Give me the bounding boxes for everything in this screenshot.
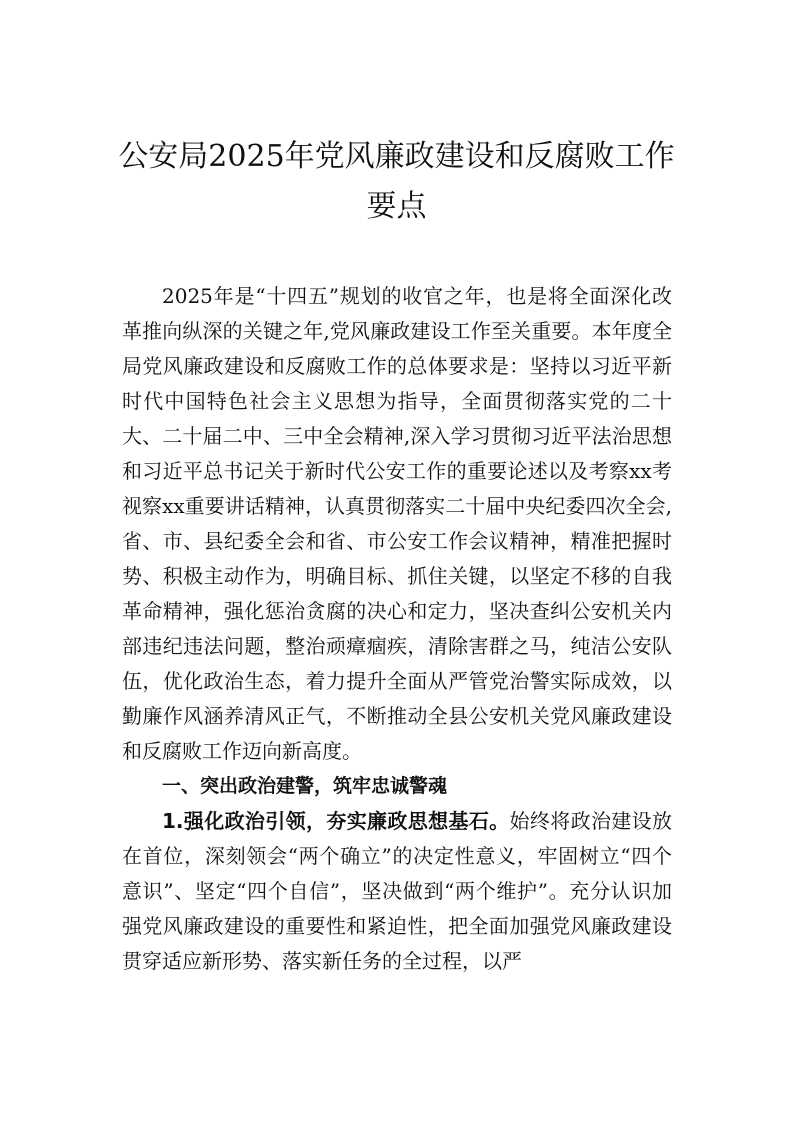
intro-paragraph: 2025年是“十四五”规划的收官之年，也是将全面深化改革推向纵深的关键之年,党风廉政建设工作至关重要。本年度全局党风廉政建设和反腐败工作的总体要求是：坚持以习近平新时代中国特色社会主义思想为指导，全面贯彻落实党的二十大、二十届二中、三中全会精神,深入学习贯彻习近平法治思想和习近平总书记关于新时代公安工作的重要论述以及考察xx考视察xx重要讲话精神，认真贯彻落实二十届中央纪委四次全会,省、市、县纪委全会和省、市公安工作会议精神，精准把握时势、积极主动作为，明确目标、抓住关键，以坚定不移的自我革命精神，强化惩治贪腐的决心和定力，坚决查纠公安机关内部违纪违法问题，整治顽瘴痼疾，清除害群之马，纯洁公安队伍，优化政治生态，着力提升全面从严管党治警实际成效，以勤廉作风涵养清风正气，不断推动全县公安机关党风廉政建设和反腐败工作迈向新高度。 [122, 284, 672, 763]
item-1-lead: 1.强化政治引领，夯实廉政思想基石。 [162, 809, 510, 833]
item-1-paragraph [122, 804, 672, 979]
item-1-text: 始终将政治建设放在首位，深刻领会“两个确立”的决定性意义，牢固树立“四个意识”、坚定“四个自信”，坚决做到“两个维护”。充分认识加强党风廉政建设的重要性和紧迫性，把全面加强党风廉政建设贯穿适应新形势、落实新任务的全过程，以严 [122, 809, 673, 973]
document-title: 公安局2025年党风廉政建设和反腐败工作要点 [118, 139, 675, 224]
document-body [122, 279, 672, 979]
section-heading-1: 一、突出政治建警，筑牢忠诚警魂 [162, 775, 448, 797]
